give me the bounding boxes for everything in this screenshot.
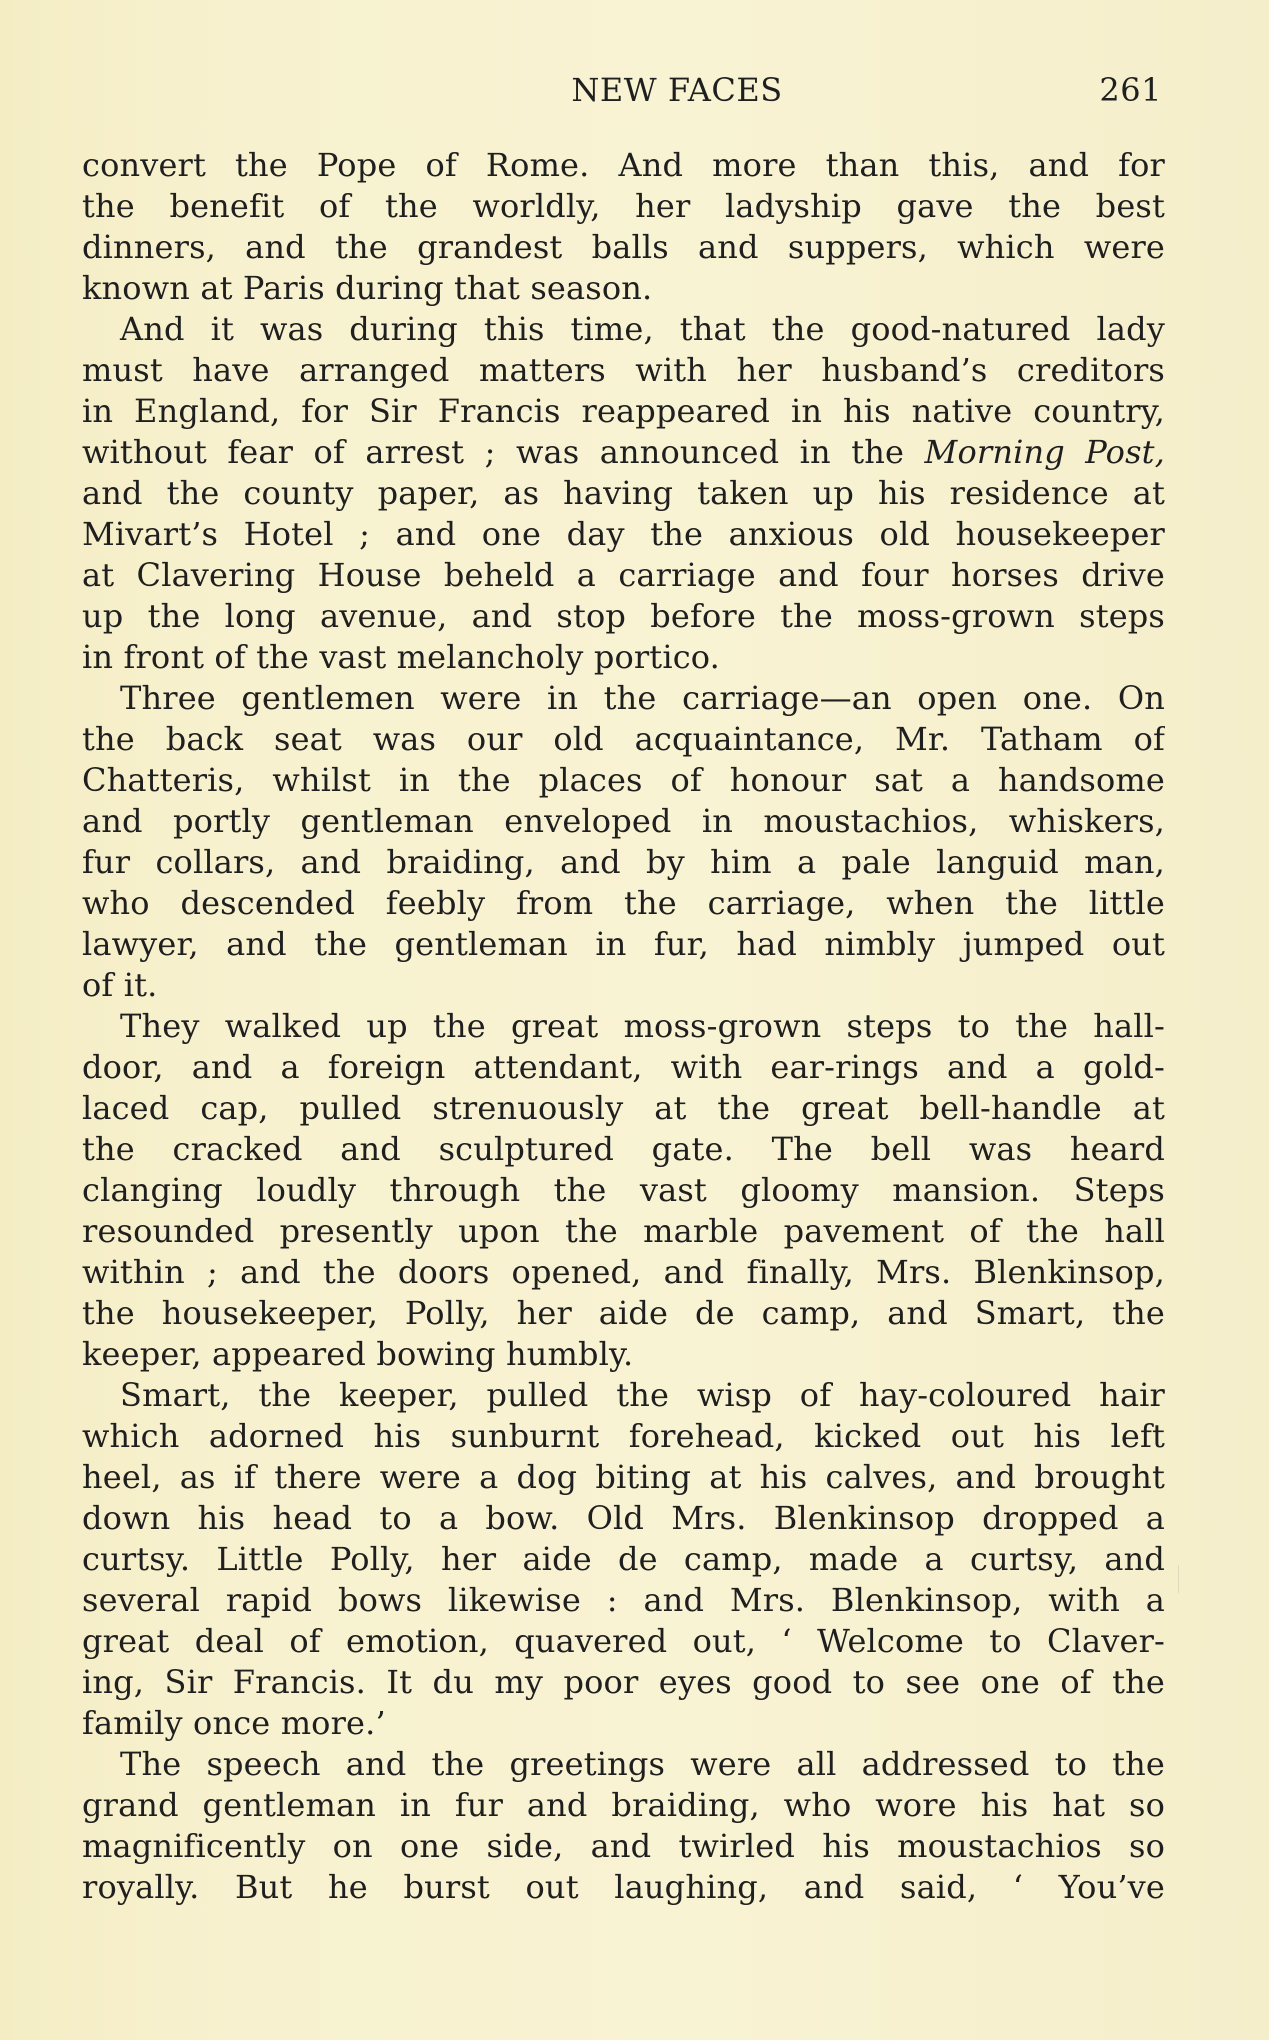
- text-line: curtsy. Little Polly, her aide de camp, made a curtsy, and: [82, 1540, 1165, 1578]
- text-line: Three gentlemen were in the carriage—an open one. On: [120, 679, 1165, 717]
- text-line: And it was during this time, that the good-natured lady: [120, 310, 1165, 348]
- text-line: Smart, the keeper, pulled the wisp of hay-coloured hair: [120, 1376, 1165, 1414]
- text-line: of it.: [82, 966, 158, 1004]
- running-header: [82, 68, 1162, 112]
- text-line: within ; and the doors opened, and finally, Mrs. Blenkinsop,: [82, 1253, 1165, 1291]
- page-number: 261: [1099, 71, 1162, 109]
- text-line: in front of the vast melancholy portico.: [82, 638, 720, 676]
- text-line: keeper, appeared bowing humbly.: [82, 1335, 634, 1373]
- text-line: must have arranged matters with her husband’s creditors: [82, 351, 1165, 389]
- text-line: in England, for Sir Francis reappeared in his native country,: [82, 392, 1165, 430]
- paragraph: [82, 1006, 1165, 1375]
- text-line-with-italic-title: [82, 432, 1165, 473]
- text-line: down his head to a bow. Old Mrs. Blenkinsop dropped a: [82, 1499, 1165, 1537]
- text-line: the benefit of the worldly, her ladyship gave the best: [82, 187, 1165, 225]
- body-text: [82, 145, 1165, 1908]
- text-line: lawyer, and the gentleman in fur, had nimbly jumped out: [82, 925, 1165, 963]
- text-line: great deal of emotion, quavered out, ‘ Welcome to Claver-: [82, 1622, 1165, 1660]
- text-line: The speech and the greetings were all addressed to the: [120, 1745, 1165, 1783]
- text-line: heel, as if there were a dog biting at his calves, and brought: [82, 1458, 1165, 1496]
- text-line: Mivart’s Hotel ; and one day the anxious old housekeeper: [82, 515, 1165, 553]
- text-line: magnificently on one side, and twirled his moustachios so: [82, 1827, 1165, 1865]
- text-line: who descended feebly from the carriage, when the little: [82, 884, 1165, 922]
- text-line: family once more.’: [82, 1704, 386, 1742]
- paragraph: [82, 145, 1165, 309]
- text-line: door, and a foreign attendant, with ear-rings and a gold-: [82, 1048, 1165, 1086]
- text-line: fur collars, and braiding, and by him a pale languid man,: [82, 843, 1165, 881]
- text-line: They walked up the great moss-grown steps to the hall-: [120, 1007, 1165, 1045]
- text-line: laced cap, pulled strenuously at the great bell-handle at: [82, 1089, 1165, 1127]
- text-line: the back seat was our old acquaintance, Mr. Tatham of: [82, 720, 1165, 758]
- paragraph: [82, 1744, 1165, 1908]
- paragraph: [82, 678, 1165, 1006]
- running-title: NEW FACES: [571, 71, 783, 109]
- paragraph: [82, 1375, 1165, 1744]
- scan-mark: [1178, 1565, 1179, 1593]
- text-segment: without fear of arrest ; was announced in the: [82, 433, 925, 471]
- text-line: clanging loudly through the vast gloomy mansion. Steps: [82, 1171, 1165, 1209]
- text-line: Chatteris, whilst in the places of honour sat a handsome: [82, 761, 1165, 799]
- text-line: convert the Pope of Rome. And more than this, and for: [82, 146, 1165, 184]
- paragraph: [82, 309, 1165, 678]
- text-line: the housekeeper, Polly, her aide de camp, and Smart, the: [82, 1294, 1165, 1332]
- text-line: grand gentleman in fur and braiding, who wore his hat so: [82, 1786, 1165, 1824]
- text-line: up the long avenue, and stop before the moss-grown steps: [82, 597, 1165, 635]
- text-line: the cracked and sculptured gate. The bell was heard: [82, 1130, 1165, 1168]
- text-line: royally. But he burst out laughing, and said, ‘ You’ve: [82, 1868, 1165, 1906]
- text-line: resounded presently upon the marble pavement of the hall: [82, 1212, 1165, 1250]
- text-line: and portly gentleman enveloped in moustachios, whiskers,: [82, 802, 1165, 840]
- text-line: several rapid bows likewise : and Mrs. Blenkinsop, with a: [82, 1581, 1165, 1619]
- newspaper-title: Morning Post,: [924, 433, 1165, 471]
- text-line: which adorned his sunburnt forehead, kicked out his left: [82, 1417, 1165, 1455]
- text-line: at Clavering House beheld a carriage and four horses drive: [82, 556, 1165, 594]
- text-line: known at Paris during that season.: [82, 269, 653, 307]
- text-line: ing, Sir Francis. It du my poor eyes good to see one of the: [82, 1663, 1165, 1701]
- text-line: and the county paper, as having taken up his residence at: [82, 474, 1165, 512]
- text-line: dinners, and the grandest balls and suppers, which were: [82, 228, 1165, 266]
